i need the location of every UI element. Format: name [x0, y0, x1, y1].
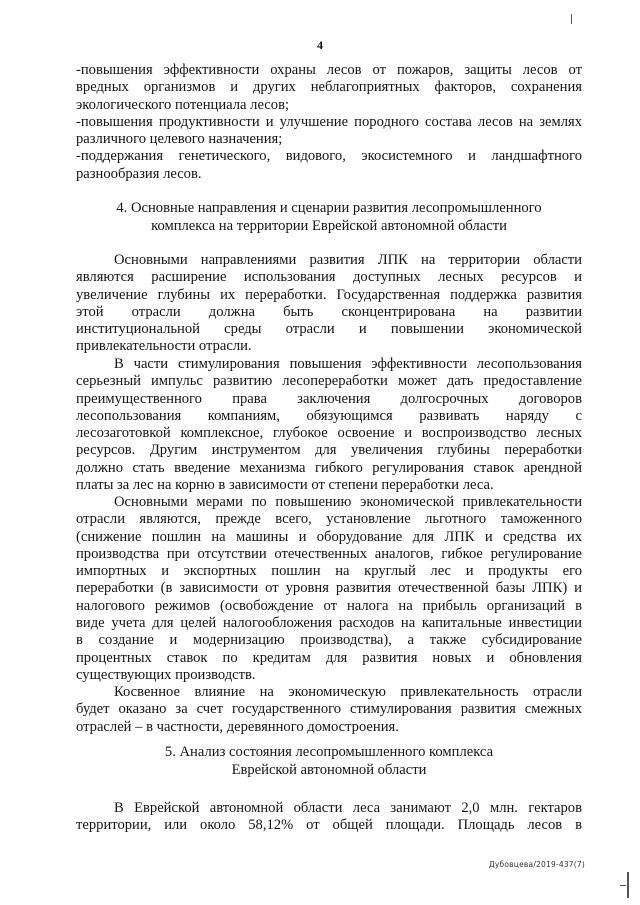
text-line: В части стимулирования повышения эффективности лесопользования	[114, 356, 582, 372]
text-line: -повышения продуктивности и улучшение породного состава лесов на землях	[76, 113, 582, 130]
document-code: Дубовцева/2019-437(7)	[488, 859, 585, 869]
text-line: ресурсов. Другим инструментом для увеличения глубины переработки	[76, 442, 582, 459]
text-line: экологического потенциала лесов;	[76, 96, 290, 113]
text-line: серьезный импульс развитию лесопереработки может дать предоставление	[76, 373, 582, 390]
text-line: производства при отсутствии отечественных аналогов, гибкое регулирование	[76, 545, 582, 562]
text-line: импортных и экспортных пошлин на круглый лес и продукты его	[76, 563, 582, 580]
intro-list	[76, 62, 582, 183]
text-line: разнообразия лесов.	[76, 165, 202, 182]
text-line: лесозаготовкой комплексное, глубокое освоение и воспроизводство лесных	[76, 425, 582, 442]
text-line: платы за лес на корню в зависимости от степени переработки леса.	[76, 477, 494, 494]
text-line: должно стать введение механизма гибкого регулирования ставок арендной	[76, 459, 582, 476]
section-4-paragraph-2	[76, 356, 582, 494]
section-5-paragraph-1	[76, 800, 582, 835]
text-line: процентных ставок по кредитам для развития новых и обновления	[76, 649, 582, 666]
text-line: вредных организмов и других неблагоприятных факторов, сохранения	[76, 79, 582, 96]
text-line: -поддержания генетического, видового, экосистемного и ландшафтного	[76, 148, 582, 165]
section-5-heading	[76, 744, 582, 779]
text-line: привлекательности отрасли.	[76, 338, 252, 355]
text-line: переработки (в зависимости от уровня развития отечественной базы ЛПК) и	[76, 580, 582, 597]
section-4-heading	[76, 200, 582, 235]
section-4-paragraph-4	[76, 684, 582, 736]
heading-line: 4. Основные направления и сценарии развития лесопромышленного	[116, 200, 542, 216]
heading-line: комплекса на территории Еврейской автономной области	[151, 217, 507, 234]
section-4-paragraph-1	[76, 252, 582, 356]
text-line: Основными мерами по повышению экономической привлекательности	[114, 494, 582, 510]
text-line: будет оказано за счет государственного стимулирования развития смежных	[76, 701, 582, 718]
text-line: территории, или около 58,12% от общей площади. Площадь лесов в	[76, 817, 582, 834]
text-line: виде учета для целей налогообложения расходов на капитальные инвестиции	[76, 615, 582, 632]
text-line: (снижение пошлин на машины и оборудование для ЛПК и средства их	[76, 528, 582, 545]
text-line: институциональной среды отрасли и повышении экономической	[76, 321, 582, 338]
text-line: отрасли являются, прежде всего, установление льготного таможенного	[76, 511, 582, 528]
text-line: в создание и модернизацию производства), а также субсидирование	[76, 632, 582, 649]
scan-mark	[620, 885, 626, 886]
text-line: отраслей – в частности, деревянного домостроения.	[76, 718, 399, 735]
text-line: В Еврейской автономной области леса занимают 2,0 млн. гектаров	[114, 800, 582, 816]
text-line: Косвенное влияние на экономическую привлекательность отрасли	[114, 684, 582, 700]
page-number: 4	[317, 38, 323, 52]
text-line: различного целевого назначения;	[76, 131, 283, 148]
text-line: являются расширение использования доступных лесных ресурсов и	[76, 269, 582, 286]
section-4-paragraph-3	[76, 494, 582, 684]
text-line: этой отрасли должна быть сконцентрирована на развитии	[76, 303, 582, 320]
text-line: преимущественного права заключения долгосрочных договоров	[76, 390, 582, 407]
text-line: -повышения эффективности охраны лесов от пожаров, защиты лесов от	[76, 62, 582, 78]
scan-mark	[627, 872, 629, 898]
text-line: лесопользования компаниям, обязующимся развивать наряду с	[76, 407, 582, 424]
heading-line: 5. Анализ состояния лесопромышленного комплекса	[164, 744, 494, 760]
scan-mark	[571, 14, 572, 24]
text-line: увеличение глубины их переработки. Государственная поддержка развития	[76, 286, 582, 303]
text-line: Основными направлениями развития ЛПК на территории области	[114, 252, 582, 268]
text-line: налогового режимов (освобождение от налога на прибыль организаций в	[76, 597, 582, 614]
heading-line: Еврейской автономной области	[231, 761, 427, 778]
text-line: существующих производств.	[76, 666, 256, 683]
